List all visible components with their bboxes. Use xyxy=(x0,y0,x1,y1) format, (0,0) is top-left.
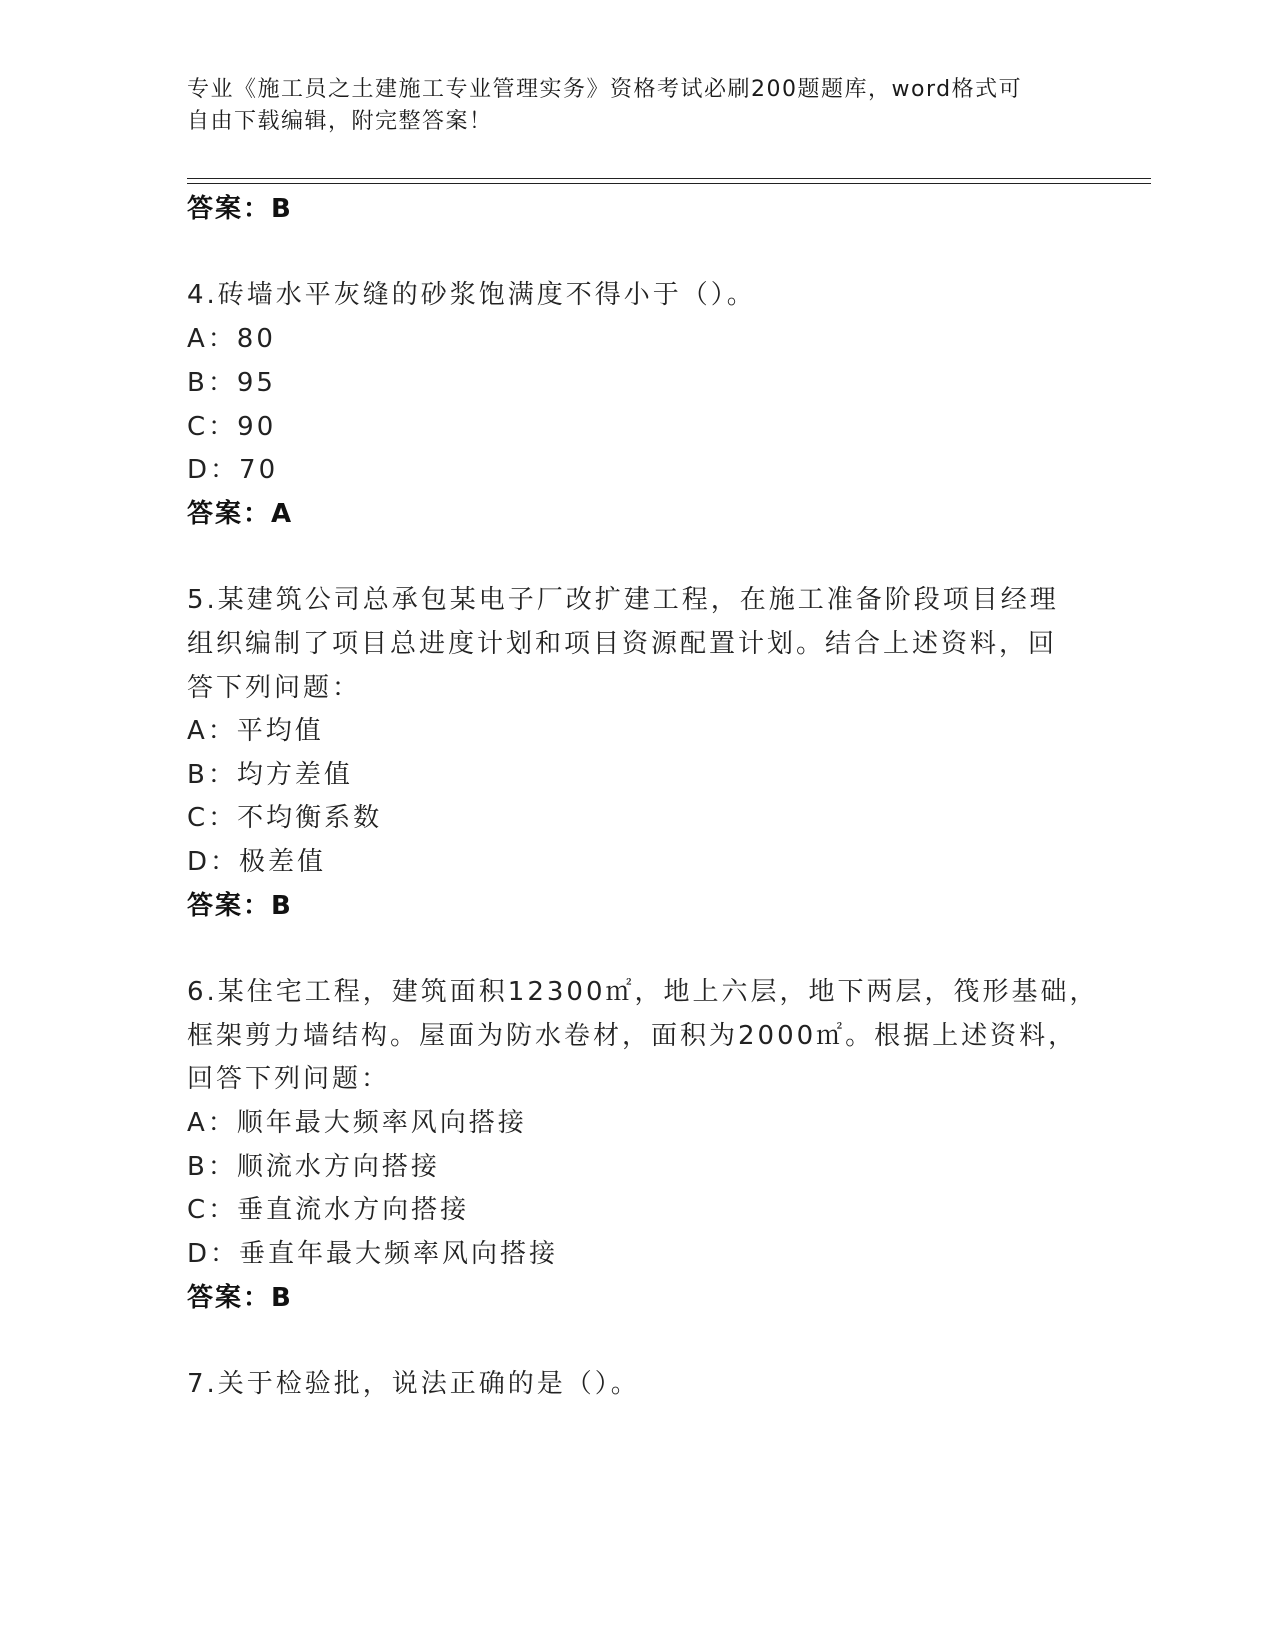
question-5-stem-line-1: 5.某建筑公司总承包某电子厂改扩建工程，在施工准备阶段项目经理 xyxy=(187,585,1059,615)
question-6-stem-line-1: 6.某住宅工程，建筑面积12300㎡，地上六层，地下两层，筏形基础， xyxy=(187,977,1099,1007)
question-6-stem-line-2: 框架剪力墙结构。屋面为防水卷材，面积为2000㎡。根据上述资料， xyxy=(187,1021,1078,1051)
question-5-option-d: D：极差值 xyxy=(187,847,327,877)
question-4-option-b: B：95 xyxy=(187,368,276,398)
header-divider-top xyxy=(187,178,1151,179)
question-6-option-b: B：顺流水方向搭接 xyxy=(187,1152,440,1182)
question-4-stem: 4.砖墙水平灰缝的砂浆饱满度不得小于（）。 xyxy=(187,280,756,310)
header-divider-bottom xyxy=(187,183,1151,184)
question-4-answer: 答案：A xyxy=(187,499,294,529)
question-5-answer: 答案：B xyxy=(187,891,293,921)
question-5-option-a: A：平均值 xyxy=(187,716,324,746)
answer-previous: 答案：B xyxy=(187,194,293,224)
question-6-stem-line-3: 回答下列问题： xyxy=(187,1064,391,1094)
question-5-stem-line-3: 答下列问题： xyxy=(187,673,362,703)
question-5-option-c: C：不均衡系数 xyxy=(187,803,383,833)
document-header xyxy=(187,74,1067,138)
question-6-option-d: D：垂直年最大频率风向搭接 xyxy=(187,1239,559,1269)
header-line-1: 专业《施工员之土建施工专业管理实务》资格考试必刷200题题库，word格式可 xyxy=(187,77,1023,102)
question-4-option-d: D：70 xyxy=(187,455,279,485)
header-line-2: 自由下载编辑，附完整答案！ xyxy=(187,109,493,134)
question-5-option-b: B：均方差值 xyxy=(187,760,353,790)
question-6-option-c: C：垂直流水方向搭接 xyxy=(187,1195,470,1225)
question-5-stem-line-2: 组织编制了项目总进度计划和项目资源配置计划。结合上述资料，回 xyxy=(187,629,1058,659)
question-6-answer: 答案：B xyxy=(187,1283,293,1313)
question-4-option-c: C：90 xyxy=(187,412,277,442)
question-6-option-a: A：顺年最大频率风向搭接 xyxy=(187,1108,527,1138)
question-7-stem: 7.关于检验批，说法正确的是（）。 xyxy=(187,1369,640,1399)
question-4-option-a: A：80 xyxy=(187,324,276,354)
